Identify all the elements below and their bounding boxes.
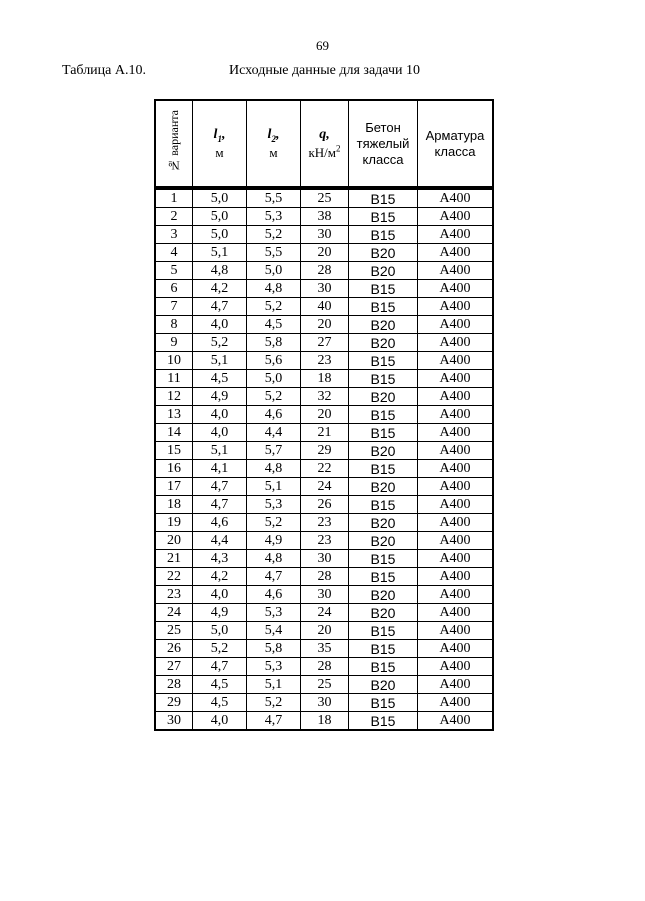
cell-l2: 5,3 [247,604,301,622]
cell-rebar: A400 [418,262,494,280]
cell-rebar: A400 [418,550,494,568]
cell-concrete: B15 [349,460,418,478]
cell-rebar: A400 [418,352,494,370]
table-row [155,604,493,622]
cell-l2: 5,8 [247,640,301,658]
cell-rebar: A400 [418,514,494,532]
cell-concrete: B20 [349,316,418,334]
cell-variant: 23 [155,586,193,604]
cell-concrete: B15 [349,658,418,676]
cell-rebar: A400 [418,334,494,352]
cell-l1: 4,2 [193,280,247,298]
cell-concrete: B15 [349,208,418,226]
table-row [155,188,493,208]
header-l1-unit: м [215,144,224,160]
cell-rebar: A400 [418,622,494,640]
cell-concrete: B15 [349,370,418,388]
cell-rebar: A400 [418,460,494,478]
cell-variant: 4 [155,244,193,262]
cell-variant: 13 [155,406,193,424]
cell-q: 32 [301,388,349,406]
cell-variant: 2 [155,208,193,226]
table-row [155,712,493,731]
cell-rebar: A400 [418,370,494,388]
cell-concrete: B15 [349,712,418,731]
cell-q: 23 [301,352,349,370]
header-concrete-line1: Бетон [365,119,401,135]
table-row [155,586,493,604]
cell-l2: 5,0 [247,370,301,388]
cell-variant: 25 [155,622,193,640]
table-row [155,568,493,586]
cell-q: 24 [301,604,349,622]
cell-l1: 4,0 [193,424,247,442]
cell-l1: 4,0 [193,712,247,731]
cell-rebar: A400 [418,568,494,586]
table-row [155,424,493,442]
cell-q: 25 [301,188,349,208]
cell-l1: 4,8 [193,262,247,280]
cell-l1: 4,0 [193,316,247,334]
cell-q: 23 [301,532,349,550]
cell-l1: 5,1 [193,442,247,460]
table-row [155,622,493,640]
cell-q: 38 [301,208,349,226]
header-variant [155,100,193,188]
cell-concrete: B20 [349,442,418,460]
cell-l2: 4,8 [247,460,301,478]
cell-l1: 4,5 [193,370,247,388]
cell-q: 40 [301,298,349,316]
cell-concrete: B20 [349,586,418,604]
cell-q: 20 [301,622,349,640]
cell-l2: 5,5 [247,188,301,208]
cell-l2: 4,4 [247,424,301,442]
cell-rebar: A400 [418,388,494,406]
table-row [155,532,493,550]
cell-concrete: B20 [349,262,418,280]
cell-l1: 5,2 [193,334,247,352]
cell-rebar: A400 [418,694,494,712]
cell-rebar: A400 [418,226,494,244]
header-concrete [349,100,418,188]
cell-concrete: B15 [349,496,418,514]
table-row [155,676,493,694]
cell-l1: 4,0 [193,406,247,424]
cell-variant: 10 [155,352,193,370]
table-row [155,478,493,496]
cell-concrete: B15 [349,550,418,568]
cell-l1: 4,5 [193,694,247,712]
cell-rebar: A400 [418,280,494,298]
cell-l1: 4,7 [193,298,247,316]
cell-variant: 6 [155,280,193,298]
cell-concrete: B20 [349,514,418,532]
cell-variant: 27 [155,658,193,676]
table-row [155,280,493,298]
cell-concrete: B15 [349,352,418,370]
cell-variant: 14 [155,424,193,442]
cell-variant: 22 [155,568,193,586]
table-row [155,352,493,370]
cell-rebar: A400 [418,244,494,262]
cell-l1: 5,0 [193,208,247,226]
cell-variant: 9 [155,334,193,352]
cell-q: 26 [301,496,349,514]
cell-rebar: A400 [418,424,494,442]
cell-variant: 29 [155,694,193,712]
cell-l2: 4,8 [247,280,301,298]
cell-variant: 7 [155,298,193,316]
cell-l1: 5,1 [193,352,247,370]
cell-rebar: A400 [418,676,494,694]
cell-l2: 4,6 [247,406,301,424]
table-row [155,316,493,334]
table-row [155,334,493,352]
cell-rebar: A400 [418,532,494,550]
cell-concrete: B15 [349,406,418,424]
header-rebar-line2: класса [434,143,476,159]
cell-variant: 3 [155,226,193,244]
cell-l2: 5,2 [247,388,301,406]
cell-concrete: B20 [349,478,418,496]
header-l1-symbol: $l_1$, [213,127,226,144]
table-row [155,694,493,712]
cell-l2: 5,3 [247,496,301,514]
header-rebar-line1: Арматура [425,127,485,143]
cell-l1: 4,5 [193,676,247,694]
cell-variant: 18 [155,496,193,514]
header-l2-unit: м [269,144,278,160]
cell-l2: 4,6 [247,586,301,604]
cell-rebar: A400 [418,658,494,676]
cell-concrete: B20 [349,334,418,352]
cell-variant: 20 [155,532,193,550]
table-body [155,188,493,730]
cell-l1: 4,2 [193,568,247,586]
cell-q: 23 [301,514,349,532]
cell-concrete: B20 [349,532,418,550]
cell-l2: 4,5 [247,316,301,334]
cell-concrete: B20 [349,244,418,262]
cell-l1: 5,0 [193,226,247,244]
cell-rebar: A400 [418,316,494,334]
cell-l1: 5,2 [193,640,247,658]
cell-concrete: B15 [349,694,418,712]
header-row [155,100,493,188]
cell-l2: 5,6 [247,352,301,370]
cell-l1: 4,7 [193,496,247,514]
header-concrete-line2: тяжелый [356,135,410,151]
table-title: Исходные данные для задачи 10 [229,63,420,78]
table-row [155,226,493,244]
cell-rebar: A400 [418,604,494,622]
table-row [155,244,493,262]
cell-concrete: B15 [349,622,418,640]
cell-l2: 4,8 [247,550,301,568]
cell-l1: 5,0 [193,622,247,640]
cell-q: 30 [301,226,349,244]
cell-variant: 19 [155,514,193,532]
cell-l2: 5,2 [247,514,301,532]
header-q-unit: $кН/м^2$ [308,143,341,160]
cell-variant: 21 [155,550,193,568]
cell-rebar: A400 [418,640,494,658]
cell-l2: 5,3 [247,208,301,226]
page-number: 69 [316,38,329,53]
cell-q: 30 [301,694,349,712]
table-row [155,460,493,478]
cell-q: 29 [301,442,349,460]
cell-q: 28 [301,568,349,586]
cell-concrete: B15 [349,280,418,298]
cell-concrete: B20 [349,604,418,622]
table-row [155,298,493,316]
cell-l1: 5,1 [193,244,247,262]
cell-l2: 4,9 [247,532,301,550]
cell-l2: 5,3 [247,658,301,676]
cell-q: 20 [301,244,349,262]
cell-concrete: B15 [349,188,418,208]
cell-l1: 4,6 [193,514,247,532]
cell-rebar: A400 [418,478,494,496]
cell-l2: 4,7 [247,568,301,586]
cell-l2: 5,1 [247,478,301,496]
cell-l1: 4,7 [193,658,247,676]
cell-concrete: B20 [349,388,418,406]
cell-l2: 5,4 [247,622,301,640]
cell-variant: 8 [155,316,193,334]
cell-concrete: B20 [349,676,418,694]
data-table [154,99,494,731]
cell-q: 24 [301,478,349,496]
cell-concrete: B15 [349,568,418,586]
cell-q: 30 [301,550,349,568]
cell-q: 22 [301,460,349,478]
cell-concrete: B15 [349,424,418,442]
cell-rebar: A400 [418,712,494,731]
cell-rebar: A400 [418,496,494,514]
cell-q: 21 [301,424,349,442]
header-q [301,100,349,188]
cell-l2: 5,2 [247,694,301,712]
header-concrete-line3: класса [362,151,404,167]
cell-l1: 4,1 [193,460,247,478]
cell-l1: 4,4 [193,532,247,550]
cell-q: 20 [301,406,349,424]
table-row [155,514,493,532]
table-row [155,658,493,676]
cell-variant: 11 [155,370,193,388]
cell-q: 28 [301,262,349,280]
table-row [155,640,493,658]
cell-variant: 17 [155,478,193,496]
cell-q: 30 [301,280,349,298]
cell-l1: 4,0 [193,586,247,604]
cell-rebar: A400 [418,298,494,316]
cell-l2: 4,7 [247,712,301,731]
cell-variant: 16 [155,460,193,478]
cell-l1: 4,9 [193,388,247,406]
cell-variant: 24 [155,604,193,622]
cell-rebar: A400 [418,586,494,604]
table-row [155,442,493,460]
header-l2 [247,100,301,188]
table-row [155,370,493,388]
cell-rebar: A400 [418,442,494,460]
cell-concrete: B15 [349,226,418,244]
cell-l2: 5,2 [247,298,301,316]
cell-rebar: A400 [418,188,494,208]
cell-q: 35 [301,640,349,658]
cell-q: 28 [301,658,349,676]
cell-variant: 1 [155,188,193,208]
cell-variant: 12 [155,388,193,406]
table-label: Таблица А.10. [62,63,146,78]
cell-l2: 5,7 [247,442,301,460]
header-rebar [418,100,494,188]
cell-q: 25 [301,676,349,694]
table-row [155,262,493,280]
header-q-symbol: q, [319,127,330,143]
cell-q: 20 [301,316,349,334]
table-row [155,496,493,514]
cell-variant: 28 [155,676,193,694]
cell-concrete: B15 [349,640,418,658]
table-row [155,208,493,226]
cell-l2: 5,1 [247,676,301,694]
header-l2-symbol: $l_2$, [267,127,280,144]
cell-q: 30 [301,586,349,604]
cell-variant: 5 [155,262,193,280]
header-variant-label: № варианта [166,109,181,173]
cell-rebar: A400 [418,406,494,424]
cell-concrete: B15 [349,298,418,316]
table-row [155,388,493,406]
cell-l2: 5,0 [247,262,301,280]
cell-l2: 5,5 [247,244,301,262]
cell-variant: 15 [155,442,193,460]
cell-l1: 4,7 [193,478,247,496]
cell-l1: 4,9 [193,604,247,622]
cell-variant: 26 [155,640,193,658]
cell-l2: 5,2 [247,226,301,244]
cell-q: 27 [301,334,349,352]
table-row [155,550,493,568]
header-l1 [193,100,247,188]
cell-l2: 5,8 [247,334,301,352]
cell-q: 18 [301,712,349,731]
cell-l1: 5,0 [193,188,247,208]
cell-rebar: A400 [418,208,494,226]
table-row [155,406,493,424]
cell-q: 18 [301,370,349,388]
cell-variant: 30 [155,712,193,731]
cell-l1: 4,3 [193,550,247,568]
